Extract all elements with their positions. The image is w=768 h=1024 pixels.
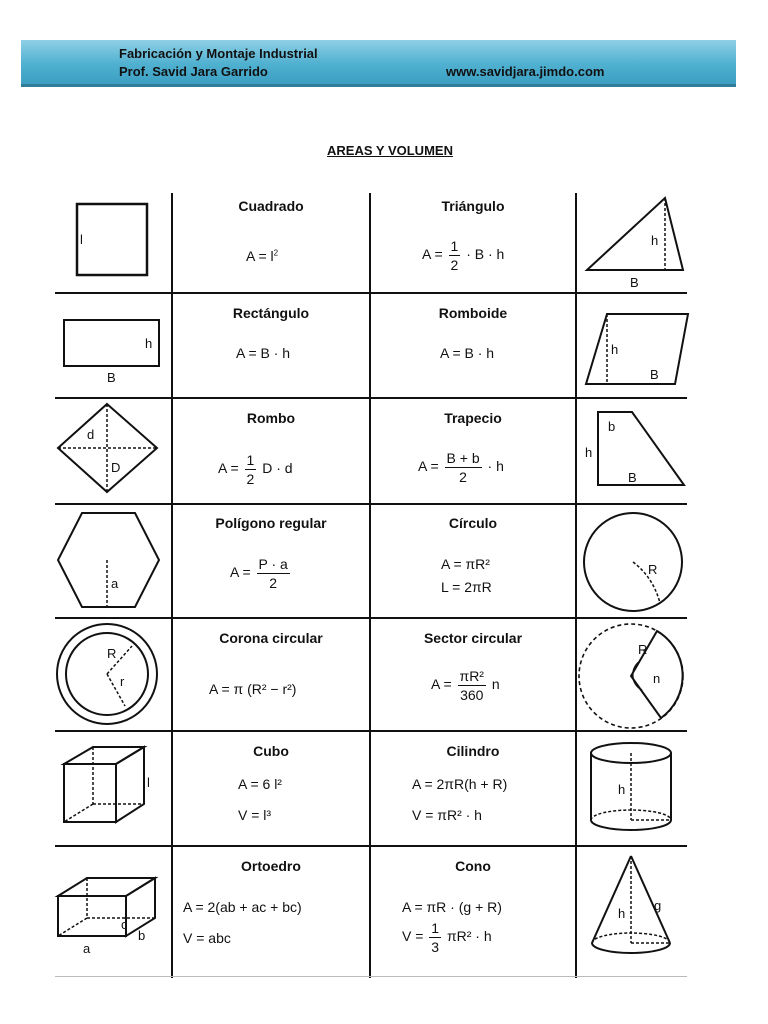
svg-text:R: R	[107, 646, 117, 661]
cubo-area-formula: A = 6 l²	[238, 776, 282, 792]
svg-text:R: R	[638, 642, 648, 657]
svg-text:b: b	[608, 419, 616, 434]
circulo-title: Círculo	[448, 515, 498, 531]
cilindro-volume-formula: V = πR² · h	[412, 807, 482, 823]
rombo-formula: A = $\frac{1}{2}$ D · d	[218, 452, 293, 487]
svg-text:c: c	[121, 917, 128, 932]
triangulo-title: Triángulo	[441, 198, 505, 214]
rectangle-figure	[60, 300, 170, 392]
bottom-border	[55, 976, 687, 977]
svg-text:b: b	[138, 928, 146, 943]
rhombus-figure	[55, 400, 170, 500]
cylinder-figure	[580, 738, 690, 838]
rhomboid-figure	[580, 300, 690, 392]
ortoedro-title: Ortoedro	[241, 858, 301, 874]
svg-text:B: B	[628, 470, 637, 485]
svg-text:R: R	[648, 562, 658, 577]
cono-volume-formula: V = $\frac{1}{3}$ πR² · h	[402, 920, 492, 955]
rombo-title: Rombo	[246, 410, 296, 426]
corona-formula: A = π (R² − r²)	[209, 681, 297, 697]
cone-figure	[580, 850, 690, 962]
cono-area-formula: A = πR · (g + R)	[402, 899, 502, 915]
svg-text:g: g	[654, 898, 662, 913]
svg-text:a: a	[111, 576, 119, 591]
poligono-formula: A = $\frac{P \cdot a}{2}$	[230, 556, 288, 591]
svg-text:B: B	[650, 367, 659, 382]
svg-text:h: h	[618, 782, 626, 797]
triangulo-formula: A = $\frac{1}{2}$ · B · h	[422, 238, 505, 273]
page-title: AREAS Y VOLUMEN	[327, 143, 453, 158]
svg-text:h: h	[618, 906, 626, 921]
svg-text:r: r	[120, 674, 125, 689]
cilindro-title: Cilindro	[446, 743, 500, 759]
hexagon-figure	[55, 505, 170, 615]
svg-text:l: l	[80, 232, 83, 247]
cuadrado-title: Cuadrado	[238, 198, 304, 214]
trapezoid-figure	[580, 400, 690, 500]
cuboid-figure	[55, 872, 170, 958]
sector-formula: A = $\frac{\text{πR²}}{360}$ n	[431, 668, 500, 703]
svg-text:h: h	[585, 445, 593, 460]
cuadrado-formula: $A = l^2$	[246, 248, 279, 264]
square-figure	[60, 196, 170, 288]
svg-text:a: a	[83, 941, 91, 956]
website-link[interactable]: www.savidjara.jimdo.com	[446, 64, 605, 79]
svg-text:h: h	[651, 233, 659, 248]
poligono-title: Polígono regular	[215, 515, 327, 531]
ortoedro-volume-formula: V = abc	[183, 930, 231, 946]
annulus-figure	[55, 620, 170, 730]
triangle-figure	[580, 193, 690, 293]
sector-figure	[580, 620, 690, 730]
romboide-formula: A = B · h	[440, 345, 495, 361]
svg-text:D: D	[111, 460, 121, 475]
trapecio-formula: A = $\frac{B + b}{2}$ · h	[418, 450, 504, 485]
cubo-title: Cubo	[253, 743, 289, 759]
svg-text:B: B	[630, 275, 639, 290]
sector-title: Sector circular	[423, 630, 523, 646]
rectangulo-title: Rectángulo	[232, 305, 310, 321]
trapecio-title: Trapecio	[444, 410, 502, 426]
circulo-area-formula: A = πR²	[441, 556, 490, 572]
svg-text:h: h	[611, 342, 619, 357]
romboide-title: Romboide	[438, 305, 508, 321]
rectangulo-formula: A = B · h	[236, 345, 291, 361]
ortoedro-area-formula: A = 2(ab + ac + bc)	[183, 899, 302, 915]
row-divider-4	[55, 617, 687, 619]
circle-figure	[580, 505, 690, 615]
circulo-length-formula: L = 2πR	[441, 579, 492, 595]
cilindro-area-formula: A = 2πR(h + R)	[412, 776, 508, 792]
professor-name: Prof. Savid Jara Garrido	[119, 64, 268, 79]
cube-figure	[58, 742, 170, 838]
row-divider-6	[55, 845, 687, 847]
cubo-volume-formula: V = l³	[238, 807, 272, 823]
row-divider-2	[55, 397, 687, 399]
column-divider-3	[575, 193, 577, 978]
row-divider-5	[55, 730, 687, 732]
header-band	[21, 40, 736, 87]
corona-title: Corona circular	[219, 630, 323, 646]
cono-title: Cono	[455, 858, 491, 874]
svg-text:n: n	[653, 671, 661, 686]
course-name: Fabricación y Montaje Industrial	[119, 46, 318, 61]
svg-text:l: l	[147, 775, 150, 790]
svg-text:h: h	[145, 336, 153, 351]
svg-text:B: B	[107, 370, 116, 385]
svg-text:d: d	[87, 427, 95, 442]
